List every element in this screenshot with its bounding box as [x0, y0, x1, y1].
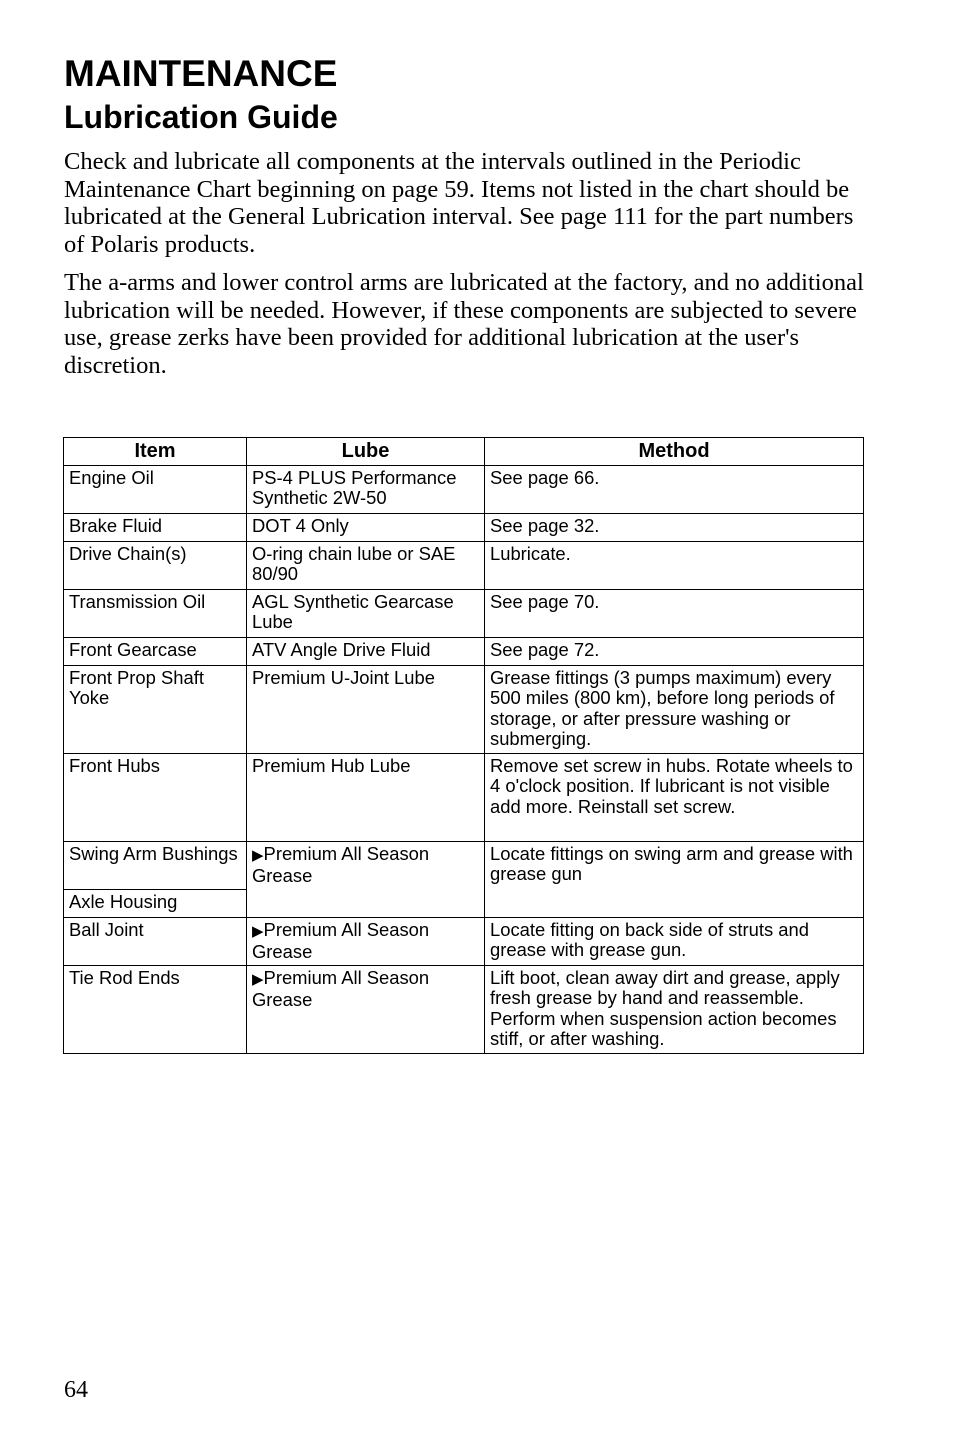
- table-row: [64, 542, 864, 590]
- item-cell: Engine Oil: [64, 466, 247, 514]
- item-cell: Front Hubs: [64, 754, 247, 842]
- table-header-row: [64, 438, 864, 466]
- column-header-item: Item: [64, 438, 247, 466]
- section-title: MAINTENANCE: [64, 53, 338, 94]
- lube-cell: Premium Hub Lube: [247, 754, 485, 842]
- method-cell: See page 70.: [485, 590, 864, 638]
- method-cell: See page 72.: [485, 638, 864, 666]
- item-cell: Tie Rod Ends: [64, 966, 247, 1054]
- table-row: [64, 638, 864, 666]
- method-cell: See page 32.: [485, 514, 864, 542]
- table-row: [64, 966, 864, 1054]
- item-cell: Axle Housing: [64, 890, 247, 918]
- table-row: [64, 666, 864, 754]
- table-row: [64, 514, 864, 542]
- arrow-bullet-icon: ▶: [252, 923, 264, 940]
- lube-cell: [247, 966, 485, 1054]
- item-cell: Front Gearcase: [64, 638, 247, 666]
- lube-text: Premium All Season Grease: [252, 967, 430, 1011]
- method-cell: Grease fittings (3 pumps maximum) every 500 miles (800 km), before long periods of storage, or after pressure washing or submerging.: [485, 666, 864, 754]
- intro-paragraph: Check and lubricate all components at the intervals outlined in the Periodic Maintenance Chart beginning on page 59. Items not listed in the chart should be lubricated at the General Lubrication interval. See page 111 for the part numbers of Polaris products.: [64, 148, 854, 258]
- method-cell: Remove set screw in hubs. Rotate wheels to 4 o'clock position. If lubricant is not visible add more. Reinstall set screw.: [485, 754, 864, 842]
- lube-cell: O-ring chain lube or SAE 80/90: [247, 542, 485, 590]
- lube-cell: PS-4 PLUS Performance Synthetic 2W-50: [247, 466, 485, 514]
- table-row: [64, 842, 864, 890]
- lube-cell: ATV Angle Drive Fluid: [247, 638, 485, 666]
- lubrication-table: [63, 437, 864, 1054]
- table-row: [64, 918, 864, 966]
- lube-cell: [247, 918, 485, 966]
- lube-text: Premium All Season Grease: [252, 919, 430, 963]
- method-cell: Lift boot, clean away dirt and grease, apply fresh grease by hand and reassemble. Perform when suspension action becomes stiff, or after washing.: [485, 966, 864, 1054]
- item-cell: Ball Joint: [64, 918, 247, 966]
- item-cell: Drive Chain(s): [64, 542, 247, 590]
- page-subtitle: Lubrication Guide: [64, 99, 338, 135]
- table-row: [64, 466, 864, 514]
- method-cell: Locate fitting on back side of struts and grease with grease gun.: [485, 918, 864, 966]
- lube-cell: AGL Synthetic Gearcase Lube: [247, 590, 485, 638]
- arrow-bullet-icon: ▶: [252, 971, 264, 988]
- method-cell: See page 66.: [485, 466, 864, 514]
- item-cell: Front Prop Shaft Yoke: [64, 666, 247, 754]
- item-cell: Transmission Oil: [64, 590, 247, 638]
- page-number: 64: [64, 1377, 88, 1403]
- factory-lubrication-paragraph: The a-arms and lower control arms are lubricated at the factory, and no additional lubrication will be needed. However, if these components are subjected to severe use, grease zerks have been provided for additional lubrication at the user's discretion.: [64, 269, 864, 379]
- lube-cell: DOT 4 Only: [247, 514, 485, 542]
- table-row: [64, 754, 864, 842]
- method-cell: Locate fittings on swing arm and grease with grease gun: [485, 842, 864, 918]
- table-row: [64, 590, 864, 638]
- column-header-lube: Lube: [247, 438, 485, 466]
- column-header-method: Method: [485, 438, 864, 466]
- lube-cell: Premium U-Joint Lube: [247, 666, 485, 754]
- lube-text: Premium All Season Grease: [252, 843, 430, 887]
- arrow-bullet-icon: ▶: [252, 847, 264, 864]
- item-cell: Swing Arm Bushings: [64, 842, 247, 890]
- item-cell: Brake Fluid: [64, 514, 247, 542]
- method-cell: Lubricate.: [485, 542, 864, 590]
- lube-cell: [247, 842, 485, 918]
